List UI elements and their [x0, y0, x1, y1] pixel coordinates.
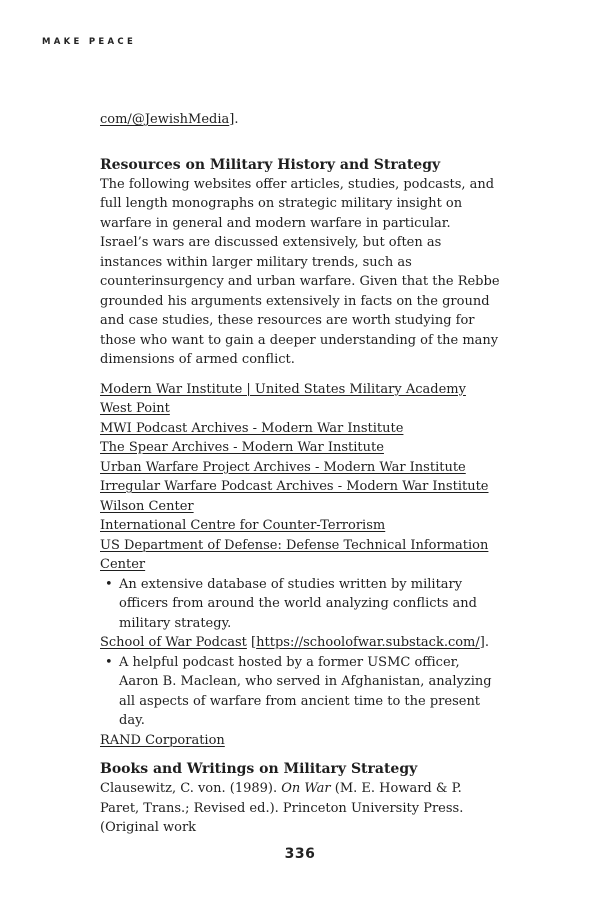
resource-link-list: [100, 380, 500, 751]
link-urban-warfare[interactable]: Urban Warfare Project Archives - Modern War Institute: [100, 459, 466, 475]
sow-bracket-close: ].: [479, 635, 489, 650]
citation-title: On War: [281, 781, 331, 796]
link-icct[interactable]: International Centre for Counter-Terrorism: [100, 518, 386, 533]
jewishmedia-link[interactable]: com/@JewishMedia: [100, 112, 230, 127]
lead-suffix: ].: [229, 112, 239, 127]
page-content: [100, 110, 500, 838]
link-modern-war-institute[interactable]: Modern War Institute | United States Military Academy West Point: [100, 381, 466, 416]
dtic-note-text: An extensive database of studies written by military officers from around the world analyzing conflicts and military strategy.: [119, 576, 477, 631]
section-heading-books: Books and Writings on Military Strategy: [100, 761, 418, 777]
section-heading-military-history: Resources on Military History and Strategy: [100, 156, 441, 173]
sow-bracket-open: [: [246, 635, 257, 650]
link-school-of-war[interactable]: School of War Podcast: [100, 635, 247, 650]
bullet-icon: •: [105, 654, 113, 670]
bullet-icon: •: [105, 576, 113, 592]
link-school-of-war-url[interactable]: https://schoolofwar.substack.com/: [256, 635, 480, 650]
link-rand[interactable]: RAND Corporation: [100, 732, 225, 748]
sow-note-text: A helpful podcast hosted by a former USMC officer, Aaron B. Maclean, who served in Afghanistan, analyzing all aspects of warfare from ancient time to the present day.: [119, 654, 492, 728]
running-head: MAKE PEACE: [42, 37, 137, 47]
citation-clausewitz: [100, 779, 500, 838]
citation-author: Clausewitz, C. von. (1989).: [100, 781, 282, 796]
link-irregular-warfare[interactable]: Irregular Warfare Podcast Archives - Modern War Institute: [100, 479, 489, 494]
link-mwi-podcast[interactable]: MWI Podcast Archives - Modern War Institute: [100, 420, 404, 436]
section-body-military-history: The following websites offer articles, studies, podcasts, and full length monographs on strategic military insight on warfare in general and modern warfare in particular. Israel’s wars are discussed extensively, but often as instances within larger military trends, such as counterinsurgency and urban warfare. Given that the Rebbe grounded his arguments extensively in facts on the ground and case studies, these resources are worth studying for those who want to gain a deeper understanding of the many dimensions of armed conflict.: [100, 176, 500, 367]
lead-line: [100, 110, 500, 130]
list-item-dtic-note: [100, 575, 500, 634]
page-number: 336: [284, 846, 316, 862]
link-spear-archives[interactable]: The Spear Archives - Modern War Institute: [100, 440, 384, 455]
link-dtic[interactable]: US Department of Defense: Defense Technical Information Center: [100, 537, 489, 572]
link-wilson-center[interactable]: Wilson Center: [100, 498, 194, 514]
citation-details: (M. E. Howard & P. Paret, Trans.; Revised ed.). Princeton University Press. (Original work: [100, 781, 464, 835]
list-item-sow-note: [100, 653, 500, 731]
